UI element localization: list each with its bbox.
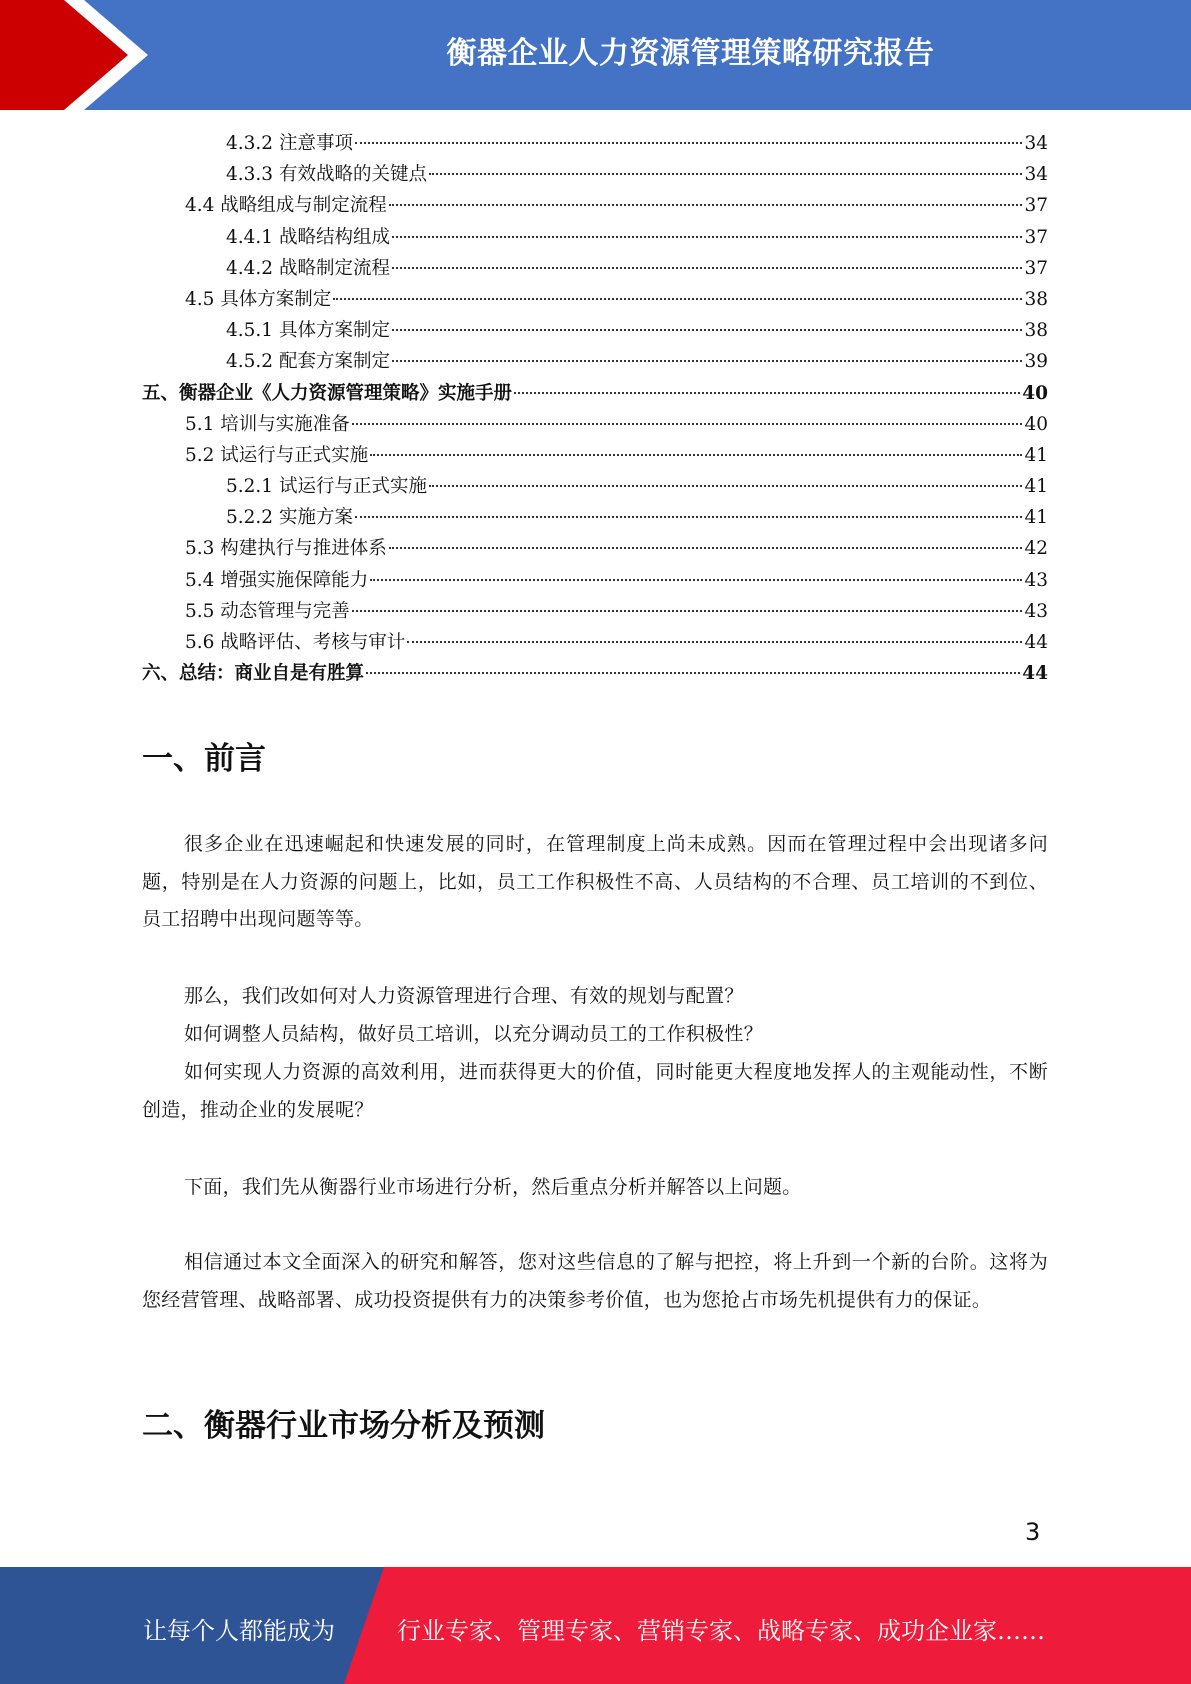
toc-entry[interactable] (142, 627, 1048, 658)
toc-entry-title: 5.2.2 实施方案 (226, 507, 353, 529)
page-footer (0, 1567, 1191, 1684)
toc-dot-leader (392, 235, 1022, 238)
toc-entry[interactable] (142, 565, 1048, 596)
toc-page-number: 37 (1024, 195, 1048, 217)
section-heading-market-analysis: 二、衡器行业市场分析及预测 (142, 1408, 545, 1444)
toc-dot-leader (355, 515, 1023, 518)
toc-entry-title: 4.3.3 有效战略的关键点 (226, 164, 427, 186)
table-of-contents (142, 128, 1048, 689)
paragraph: 下面，我们先从衡器行业市场进行分析，然后重点分析并解答以上问题。 (184, 1176, 802, 1198)
toc-entry-title: 4.5 具体方案制定 (185, 288, 332, 310)
toc-entry-title: 5.2 试运行与正式实施 (185, 444, 369, 466)
toc-entry-title: 4.4.2 战略制定流程 (226, 257, 390, 279)
toc-entry[interactable] (142, 440, 1048, 471)
paragraph: 相信通过本文全面深入的研究和解答，您对这些信息的了解与把控，将上升到一个新的台阶。这将为您经营管理、战略部署、成功投资提供有力的决策参考价值，也为您抢占市场先机提供有力的保证。 (142, 1251, 1048, 1311)
toc-page-number: 34 (1024, 133, 1048, 154)
toc-entry-title: 5.6 战略评估、考核与审计 (185, 632, 406, 653)
toc-dot-leader (392, 359, 1022, 362)
toc-entry[interactable] (142, 471, 1048, 502)
toc-dot-leader (392, 328, 1022, 331)
toc-entry[interactable] (142, 502, 1048, 533)
toc-page-number: 41 (1024, 444, 1048, 466)
toc-entry-title: 5.3 构建执行与推进体系 (185, 538, 387, 560)
toc-page-number: 40 (1022, 382, 1048, 404)
toc-entry[interactable] (142, 596, 1048, 627)
toc-entry[interactable] (142, 284, 1048, 315)
toc-page-number: 42 (1024, 538, 1048, 560)
toc-page-number: 40 (1024, 413, 1048, 435)
toc-entry[interactable] (142, 378, 1048, 409)
toc-dot-leader (429, 484, 1022, 487)
toc-entry-title: 4.4 战略组成与制定流程 (185, 195, 387, 217)
toc-page-number: 41 (1024, 507, 1048, 529)
toc-entry[interactable] (142, 253, 1048, 284)
toc-page-number: 44 (1022, 663, 1048, 685)
toc-entry-title: 五、衡器企业《人力资源管理策略》实施手册 (142, 382, 513, 404)
toc-dot-leader (514, 391, 1020, 394)
page-header (0, 0, 1191, 110)
toc-dot-leader (355, 141, 1023, 144)
toc-entry[interactable] (142, 533, 1048, 564)
toc-entry[interactable] (142, 128, 1048, 159)
footer-slogan-left: 让每个人都能成为 (143, 1617, 335, 1645)
toc-entry[interactable] (142, 222, 1048, 253)
paragraph: 如何实现人力资源的高效利用，进而获得更大的价值，同时能更大程度地发挥人的主观能动性，不断创造，推动企业的发展呢？ (142, 1061, 1048, 1121)
toc-dot-leader (370, 578, 1022, 581)
paragraph: 那么，我们改如何对人力资源管理进行合理、有效的规划与配置？ (184, 985, 744, 1007)
toc-entry-title: 4.5.1 具体方案制定 (226, 320, 390, 342)
toc-page-number: 38 (1024, 320, 1048, 342)
paragraph: 很多企业在迅速崛起和快速发展的同时，在管理制度上尚未成熟。因而在管理过程中会出现诸多问题，特别是在人力资源的问题上，比如，员工工作积极性不高、人员结构的不合理、员工培训的不到位、员工招聘中出现问题等等。 (142, 833, 1048, 930)
toc-entry-title: 5.4 增强实施保障能力 (185, 569, 369, 591)
toc-page-number: 37 (1024, 257, 1048, 279)
toc-dot-leader (352, 609, 1023, 612)
toc-entry-title: 六、总结：商业自是有胜算 (142, 663, 365, 685)
toc-dot-leader (389, 546, 1023, 549)
toc-page-number: 38 (1024, 288, 1048, 310)
toc-dot-leader (392, 266, 1022, 269)
toc-entry[interactable] (142, 315, 1048, 346)
page-number: 3 (1025, 1518, 1041, 1546)
section-heading-preface: 一、前言 (142, 741, 266, 777)
toc-entry[interactable] (142, 159, 1048, 190)
toc-dot-leader (333, 297, 1022, 300)
toc-page-number: 43 (1024, 600, 1048, 622)
toc-entry-title: 4.5.2 配套方案制定 (226, 351, 390, 373)
toc-dot-leader (352, 422, 1023, 425)
toc-dot-leader (429, 172, 1022, 175)
toc-entry[interactable] (142, 346, 1048, 377)
toc-page-number: 37 (1024, 226, 1048, 248)
toc-entry-title: 4.4.1 战略结构组成 (226, 226, 390, 248)
toc-entry-title: 5.1 培训与实施准备 (185, 413, 350, 435)
footer-slogan-right: 行业专家、管理专家、营销专家、战略专家、成功企业家…… (397, 1617, 1045, 1645)
toc-page-number: 41 (1024, 476, 1048, 498)
toc-page-number: 34 (1024, 164, 1048, 186)
toc-entry[interactable] (142, 190, 1048, 221)
document-title: 衡器企业人力资源管理策略研究报告 (446, 36, 935, 71)
toc-entry-title: 5.2.1 试运行与正式实施 (226, 476, 427, 498)
toc-entry[interactable] (142, 658, 1048, 689)
paragraph: 如何调整人员結构，做好员工培训，以充分调动员工的工作积极性？ (184, 1023, 764, 1045)
toc-page-number: 44 (1024, 632, 1048, 653)
toc-dot-leader (370, 453, 1022, 456)
toc-entry-title: 4.3.2 注意事项 (226, 133, 353, 154)
toc-entry[interactable] (142, 409, 1048, 440)
toc-dot-leader (366, 671, 1020, 674)
toc-page-number: 39 (1024, 351, 1048, 373)
toc-dot-leader (389, 203, 1023, 206)
toc-entry-title: 5.5 动态管理与完善 (185, 600, 350, 622)
toc-dot-leader (407, 640, 1022, 643)
toc-page-number: 43 (1024, 569, 1048, 591)
